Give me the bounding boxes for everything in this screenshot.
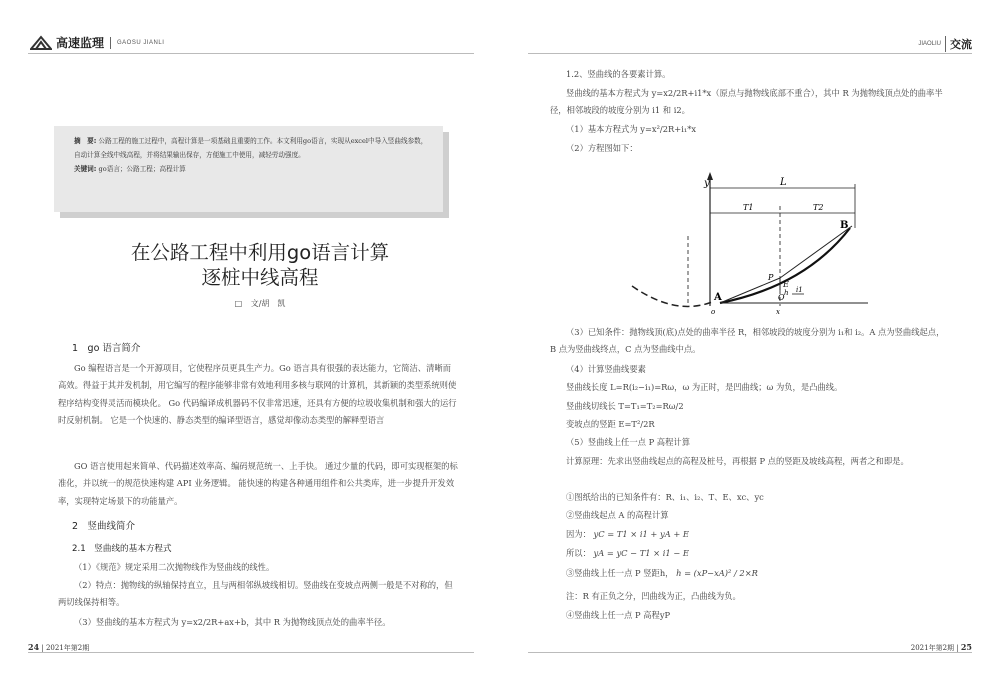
title-line-2: 逐桩中线高程	[201, 266, 319, 289]
header-separator	[110, 37, 111, 49]
label-a: A	[714, 292, 722, 303]
column-pinyin: JIAOLIU	[918, 41, 941, 47]
paragraph-equation: 竖曲线的基本方程式为 y=x2/2R+i1*x（原点与抛物线底部不重合），其中 R 为抛物线顶点处的曲率半径，相邻坡段的坡度分别为 i1 和 i2。	[550, 88, 943, 116]
label-o-upper: O	[778, 293, 785, 302]
formula-curve-length: 竖曲线长度 L=R(i₂−i₁)=Rω，ω 为正时，是凹曲线；ω 为负，是凸曲线。	[566, 382, 843, 392]
item-curve-elements: （4）计算竖曲线要素	[566, 364, 646, 374]
item-diagram-intro: （2）方程图如下：	[566, 143, 638, 153]
list-item-1: （1）《规范》规定采用二次抛物线作为竖曲线的线性。	[74, 562, 275, 572]
issue-right: 2021年第2期	[910, 644, 955, 652]
footer-right: 2021年第2期 | 25	[910, 642, 972, 652]
step-3-vertical-distance	[566, 565, 758, 582]
vertical-curve-diagram	[630, 166, 870, 316]
keywords-label: 关键词:	[74, 165, 97, 173]
equation-therefore	[566, 545, 689, 562]
label-e: E	[783, 280, 789, 289]
abstract-box	[54, 126, 443, 212]
footer-rule-right	[528, 652, 972, 653]
item-elevation-calc: （5）竖曲线上任一点 P 高程计算	[566, 437, 690, 447]
running-header-right	[918, 36, 972, 52]
item-basic-equation: （1）基本方程式为 y=x²/2R+i₁*x	[566, 124, 697, 134]
paragraph-go-intro: Go 编程语言是一个开源项目，它使程序员更具生产力。Go 语言具有很强的表达能力，它简洁、清晰而高效。得益于其并发机制，用它编写的程序能够非常有效地利用多核与联网的计算机，其新颖的类型系统则使程序结构变得灵活而模块化。 Go 代码编译成机器码不仅非常迅速，还具有方便的垃圾收集机制和强大的运行时反射机制。 它是一个快速的、静态类型的编译型语言，感觉却像动态类型的解释型语言	[58, 363, 457, 425]
page-number-right: 25	[960, 642, 972, 652]
label-y: y	[704, 178, 710, 189]
keywords-text: go语言；公路工程；高程计算	[98, 165, 186, 173]
magazine-pinyin: GAOSU JIANLI	[117, 39, 165, 46]
equation-yc: yC = T1 × i1 + yA + E	[593, 529, 689, 539]
article-title	[60, 240, 460, 290]
paragraph-go-usage: GO 语言使用起来简单、代码描述效率高、编码规范统一、上手快。 通过少量的代码，即可实现框架的标准化，并以统一的规范快速构建 API 业务逻辑。 能快速的构建各种通用组件和公共类库，进一步提升开发效率，实现特定场景下的功能量产。	[58, 461, 458, 506]
paragraph-calc-principle: 计算原理：先求出竖曲线起点的高程及桩号，再根据 P 点的竖距及坡线高程，两者之和即是。	[566, 456, 909, 466]
footer-left: 24 | 2021年第2期	[28, 642, 90, 652]
step-2-start-elevation: ②竖曲线起点 A 的高程计算	[566, 510, 669, 520]
header-rule-right	[528, 53, 972, 54]
label-t1: T1	[743, 203, 754, 212]
abstract-label: 摘 要:	[74, 137, 97, 145]
magazine-logo-icon	[30, 35, 52, 51]
footer-rule-left	[28, 652, 474, 653]
label-l: L	[780, 177, 787, 188]
because-label: 因为：	[566, 529, 591, 539]
curve-extension	[632, 286, 712, 306]
magazine-name: 高速监理	[56, 36, 105, 50]
issue-left: 2021年第2期	[45, 644, 90, 652]
paragraph-known-conditions: （3）已知条件：抛物线顶(底)点处的曲率半径 R，相邻坡段的坡度分别为 i₁和 i₂。A 点为竖曲线起点，B 点为竖曲线终点，C 点为竖曲线中点。	[550, 327, 945, 355]
label-h: h	[784, 289, 789, 297]
label-p: P	[768, 273, 774, 282]
author-line: □ 文/胡 凯	[234, 299, 286, 308]
section-1-2-heading: 1.2、竖曲线的各要素计算。	[566, 69, 671, 79]
step-1-known: ①图纸给出的已知条件有：R、i₁、i₂、T、E、xc、yc	[566, 492, 764, 502]
list-item-3: （3）竖曲线的基本方程式为 y=x2/2R+ax+b，其中 R 为抛物线顶点处的曲率半径。	[74, 617, 391, 627]
therefore-label: 所以：	[566, 548, 591, 558]
equation-h: h = (xP−xA)² / 2×R	[676, 568, 758, 578]
equation-ya: yA = yC − T1 × i1 − E	[593, 548, 689, 558]
step-3-label: ③竖曲线上任一点 P 竖距h，	[566, 568, 674, 578]
list-item-2: （2）特点：抛物线的纵轴保持直立，且与两相邻纵坡线相切。竖曲线在变坡点两侧一般是不对称的，但两切线保持相等。	[58, 580, 453, 608]
label-o-lower: o	[711, 308, 716, 316]
header-rule-left	[28, 53, 474, 54]
label-i1: i1	[796, 286, 803, 294]
running-header-left	[30, 34, 164, 51]
formula-tangent-length: 竖曲线切线长 T=T₁=T₂=Rω/2	[566, 401, 684, 411]
step-4-point-elevation: ④竖曲线上任一点 P 高程yP	[566, 610, 671, 620]
label-x: x	[776, 308, 780, 316]
formula-external-distance: 变坡点的竖距 E=T²/2R	[566, 419, 655, 429]
abstract-text: 公路工程的施工过程中，高程计算是一项基础且重要的工作。本文利用go语言，实现从excel中导入竖曲线参数，自动计算全线中线高程，并将结果输出保存，方便施工中使用，减轻劳动强度。	[74, 137, 428, 159]
page-number-left: 24	[28, 642, 40, 652]
title-line-1: 在公路工程中利用go语言计算	[130, 241, 390, 264]
label-t2: T2	[813, 203, 824, 212]
equation-because	[566, 526, 689, 543]
section-1-heading: 1 go 语言简介	[72, 343, 141, 354]
section-2-1-heading: 2.1 竖曲线的基本方程式	[72, 544, 172, 554]
tangent-line-2	[780, 226, 852, 278]
section-2-heading: 2 竖曲线简介	[72, 521, 136, 532]
column-name: 交流	[945, 36, 972, 52]
note-r-sign: 注：R 有正负之分，凹曲线为正，凸曲线为负。	[566, 591, 741, 601]
label-b: B	[840, 220, 849, 231]
